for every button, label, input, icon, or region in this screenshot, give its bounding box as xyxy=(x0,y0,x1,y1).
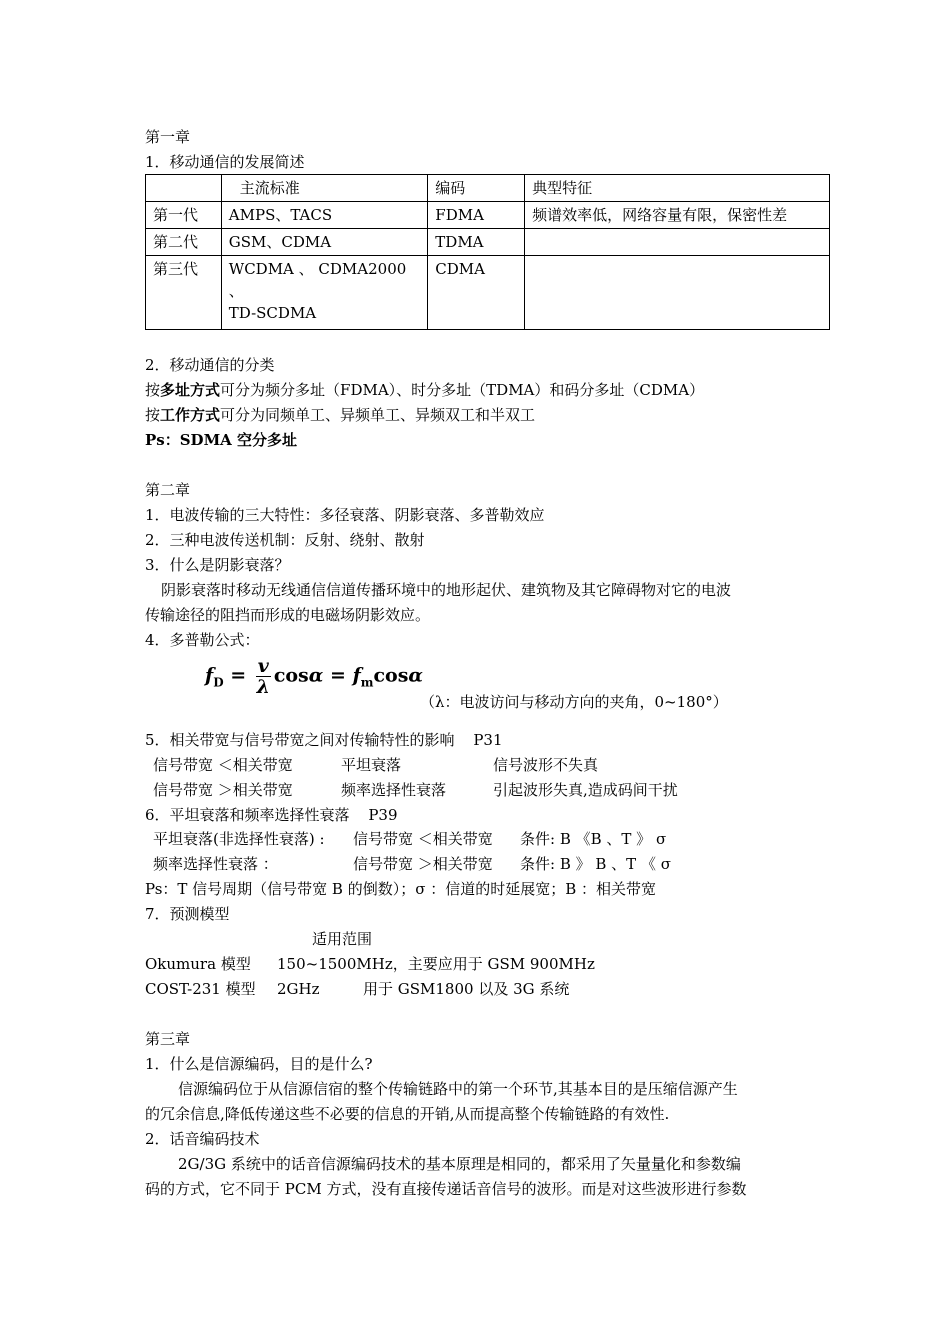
paragraph-work-modes xyxy=(145,405,535,425)
bold-term: 多址方式 xyxy=(160,381,221,399)
formula-fraction xyxy=(256,656,271,697)
text: 按 xyxy=(145,381,161,399)
model-row-cost231 xyxy=(145,979,569,999)
formula-note: （λ：电波访问与移动方向的夹角，0~180°） xyxy=(420,693,728,711)
range-header: 适用范围 xyxy=(312,930,373,948)
fraction-denominator: λ xyxy=(256,676,270,698)
item-2-4: 4．多普勒公式： xyxy=(145,631,260,649)
table-row xyxy=(146,202,830,229)
table-cell: CDMA xyxy=(428,256,525,330)
item-2-6 xyxy=(145,805,398,825)
item-2-1: 1．电波传输的三大特性：多径衰落、阴影衰落、多普勒效应 xyxy=(145,506,545,524)
text: 信号带宽 ＜相关带宽 xyxy=(353,830,493,848)
section-1-1-heading: 1．移动通信的发展简述 xyxy=(145,153,305,171)
table-row xyxy=(146,256,830,330)
bandwidth-row-1 xyxy=(153,755,598,775)
model-name: COST-231 模型 xyxy=(145,980,256,998)
table-header-cell xyxy=(146,175,222,202)
table-header-cell: 编码 xyxy=(428,175,525,202)
table-cell xyxy=(525,256,830,330)
bandwidth-row-2 xyxy=(153,780,678,800)
table-cell: 第一代 xyxy=(146,202,222,229)
item-2-3: 3．什么是阴影衰落？ xyxy=(145,556,290,574)
table-cell xyxy=(525,229,830,256)
paragraph-source-coding-2: 的冗余信息,降低传递这些不必要的信息的开销,从而提高整个传输链路的有效性. xyxy=(145,1105,670,1123)
text: 频率选择性衰落 ： xyxy=(153,855,278,873)
model-name: Okumura 模型 xyxy=(145,955,251,973)
table-cell: 第三代 xyxy=(146,256,222,330)
text: 信号带宽 ＞相关带宽 xyxy=(353,855,493,873)
formula-symbol: α xyxy=(308,664,324,687)
table-header-cell: 主流标准 xyxy=(221,175,428,202)
table-cell: FDMA xyxy=(428,202,525,229)
fraction-numerator: v xyxy=(257,655,269,677)
table-row xyxy=(146,229,830,256)
text: 6．平坦衰落和频率选择性衰落 xyxy=(145,806,350,824)
formula-subscript: D xyxy=(213,675,224,690)
formula-symbol: cos xyxy=(373,664,409,687)
chapter-3-title: 第三章 xyxy=(145,1030,191,1048)
paragraph-shadow-fading-1: 阴影衰落时移动无线通信信道传播环境中的地形起伏、建筑物及其它障碍物对它的电波 xyxy=(161,581,732,599)
table-cell: TDMA xyxy=(428,229,525,256)
paragraph-source-coding-1: 信源编码位于从信源信宿的整个传输链路中的第一个环节,其基本目的是压缩信源产生 xyxy=(178,1080,738,1098)
generations-table xyxy=(145,174,830,330)
ps-note-symbols: Ps：T 信号周期（信号带宽 B 的倒数）；σ ：信道的时延展宽；B ：相关带宽 xyxy=(145,880,657,898)
item-3-1: 1．什么是信源编码，目的是什么? xyxy=(145,1055,373,1073)
table-cell: 第二代 xyxy=(146,229,222,256)
table-cell-line: WCDMA 、 CDMA2000 、 xyxy=(228,260,407,300)
page-ref: P39 xyxy=(368,806,398,824)
model-range: 150~1500MHz，主要应用于 GSM 900MHz xyxy=(277,955,595,973)
text: 平坦衰落 xyxy=(341,756,402,774)
text: 平坦衰落(非选择性衰落) : xyxy=(153,830,325,848)
table-header-cell: 典型特征 xyxy=(525,175,830,202)
chapter-2-title: 第二章 xyxy=(145,481,191,499)
table-cell: GSM、CDMA xyxy=(221,229,428,256)
formula-symbol: = xyxy=(330,664,346,687)
formula-symbol: = xyxy=(230,664,247,687)
ps-note-sdma: Ps：SDMA 空分多址 xyxy=(145,431,298,449)
formula-subscript: m xyxy=(360,675,374,690)
formula-symbol: f xyxy=(205,664,214,687)
formula-symbol: cos xyxy=(273,664,309,687)
item-2-2: 2．三种电波传送机制：反射、绕射、散射 xyxy=(145,531,425,549)
text: 条件: B 》 B 、T 《 σ xyxy=(520,855,671,873)
text: 信号波形不失真 xyxy=(493,756,599,774)
table-cell-line: TD-SCDMA xyxy=(228,304,317,322)
doppler-formula xyxy=(205,656,423,697)
section-1-2-heading: 2．移动通信的分类 xyxy=(145,356,275,374)
item-2-7: 7．预测模型 xyxy=(145,905,230,923)
text: 引起波形失真,造成码间干扰 xyxy=(493,781,678,799)
text: 信号带宽 ＜相关带宽 xyxy=(153,756,293,774)
paragraph-voice-coding-1: 2G/3G 系统中的话音信源编码技术的基本原理是相同的，都采用了矢量量化和参数编 xyxy=(178,1155,741,1173)
model-row-okumura xyxy=(145,954,595,974)
formula-symbol: α xyxy=(408,664,424,687)
item-3-2: 2．话音编码技术 xyxy=(145,1130,260,1148)
fading-row-2 xyxy=(153,854,671,874)
text: 可分为频分多址（FDMA）、时分多址（TDMA）和码分多址（CDMA） xyxy=(220,381,705,399)
model-usage: 用于 GSM1800 以及 3G 系统 xyxy=(363,980,570,998)
text: 可分为同频单工、异频单工、异频双工和半双工 xyxy=(220,406,536,424)
formula-symbol: f xyxy=(352,664,361,687)
table-cell: AMPS、TACS xyxy=(221,202,428,229)
text: 条件: B 《B 、T 》 σ xyxy=(520,830,667,848)
bold-term: 工作方式 xyxy=(160,406,221,424)
text: 信号带宽 ＞相关带宽 xyxy=(153,781,293,799)
model-range: 2GHz xyxy=(277,980,320,998)
item-2-5 xyxy=(145,730,503,750)
page-ref: P31 xyxy=(473,731,503,749)
paragraph-voice-coding-2: 码的方式，它不同于 PCM 方式，没有直接传递话音信号的波形。而是对这些波形进行参数 xyxy=(145,1180,747,1198)
paragraph-shadow-fading-2: 传输途径的阻挡而形成的电磁场阴影效应。 xyxy=(145,606,431,624)
text: 按 xyxy=(145,406,161,424)
chapter-1-title: 第一章 xyxy=(145,128,191,146)
table-cell: 频谱效率低，网络容量有限，保密性差 xyxy=(525,202,830,229)
text: 5．相关带宽与信号带宽之间对传输特性的影响 xyxy=(145,731,455,749)
fading-row-1 xyxy=(153,829,666,849)
text: 频率选择性衰落 xyxy=(341,781,447,799)
paragraph-access-modes xyxy=(145,380,704,400)
table-header-row xyxy=(146,175,830,202)
table-cell xyxy=(221,256,428,330)
